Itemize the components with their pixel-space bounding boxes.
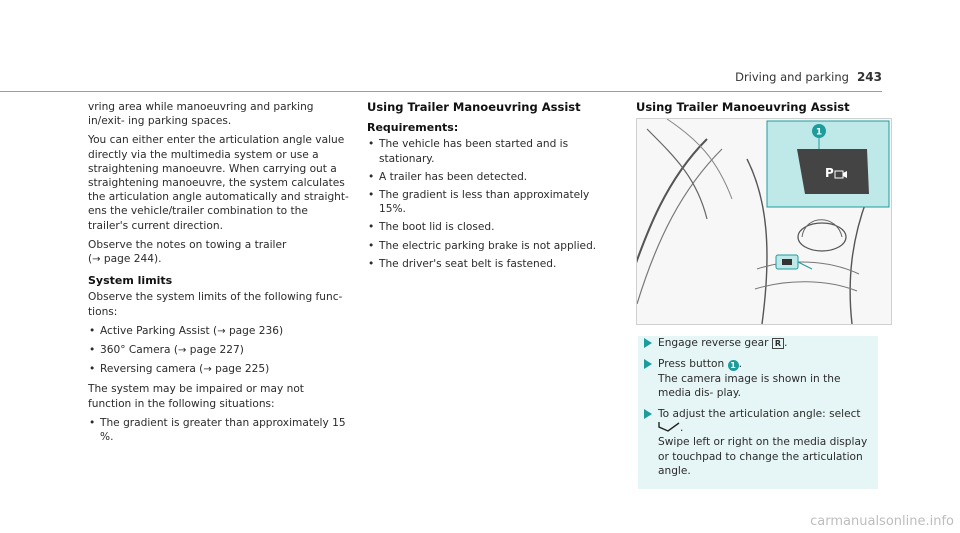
callout-badge: 1	[728, 360, 739, 371]
step-arrow-icon	[644, 409, 652, 419]
step-item: Press button 1 . The camera image is shown in the media dis- play.	[638, 357, 874, 400]
step-item: Engage reverse gear R .	[638, 336, 874, 350]
arrow-icon: →	[177, 345, 187, 357]
list-item: • The boot lid is closed.	[367, 220, 617, 234]
list-item: • 360° Camera (→ page 227)	[88, 343, 350, 358]
list-item: • A trailer has been detected.	[367, 170, 617, 184]
page-link[interactable]: page 225)	[215, 363, 270, 376]
system-limits-intro: Observe the system limits of the following func- tions:	[88, 291, 343, 318]
impaired-list	[88, 416, 350, 444]
requirements-heading: Requirements:	[367, 121, 459, 135]
limits-list	[88, 324, 350, 378]
paragraph-methods: You can either enter the articulation angle value directly via the multimedia system or use a straightening manoeuvre. When carrying out a straightening manoeuvre, the system calculates the articulation angle automatically and straight- ens the vehicle/trailer combination to the trailer's current direction.	[88, 134, 349, 232]
step-arrow-icon	[644, 338, 652, 348]
paragraph-intro: vring area while manoeuvring and parking in/exit- ing parking spaces.	[88, 101, 314, 128]
column-middle	[367, 100, 617, 276]
arrow-icon: →	[92, 254, 101, 266]
list-item: • Active Parking Assist (→ page 236)	[88, 324, 350, 339]
step-detail: Swipe left or right on the media display or touchpad to change the articulation angle.	[658, 436, 868, 477]
list-item: • The vehicle has been started and is stationary.	[367, 137, 617, 165]
step-arrow-icon	[644, 359, 652, 369]
impaired-text: The system may be impaired or may not function in the following situations:	[88, 383, 304, 410]
arrow-icon: →	[203, 364, 212, 376]
list-item: • The gradient is less than approximately 15%.	[367, 188, 617, 216]
section-title: Driving and parking	[735, 70, 849, 84]
list-item: • The gradient is greater than approximately 15 %.	[88, 416, 350, 444]
svg-text:P: P	[825, 166, 834, 181]
dashboard-illustration	[636, 118, 892, 325]
list-item: • Reversing camera (→ page 225)	[88, 362, 350, 377]
page-number: 243	[856, 70, 882, 84]
section-heading: Using Trailer Manoeuvring Assist	[367, 100, 581, 114]
list-item: • The electric parking brake is not applied.	[367, 239, 617, 253]
figure-callout: 1	[815, 127, 823, 138]
arrow-icon: →	[217, 325, 226, 337]
page-link[interactable]: page 227)	[189, 344, 244, 357]
steps-list	[638, 336, 878, 489]
section-heading: Using Trailer Manoeuvring Assist	[636, 100, 850, 114]
paragraph-towing: Observe the notes on towing a trailer (→ page 244).	[88, 238, 287, 266]
page-header	[735, 70, 882, 84]
watermark: carmanualsonline.info	[810, 513, 954, 529]
requirements-list	[367, 137, 617, 271]
articulation-angle-icon	[658, 421, 680, 432]
system-limits-heading: System limits	[88, 274, 173, 288]
column-left	[88, 100, 350, 449]
towing-page-link[interactable]: page 244).	[103, 253, 162, 266]
header-rule	[0, 91, 882, 92]
column-right	[636, 100, 890, 489]
step-item: To adjust the articulation angle: select . Swipe left or right on the media display or touchpad to change the articulation angle.	[638, 407, 874, 478]
page-link[interactable]: page 236)	[228, 324, 284, 337]
reverse-gear-icon: R	[772, 338, 784, 349]
list-item: • The driver's seat belt is fastened.	[367, 257, 617, 271]
step-detail: The camera image is shown in the media dis- play.	[658, 372, 841, 399]
